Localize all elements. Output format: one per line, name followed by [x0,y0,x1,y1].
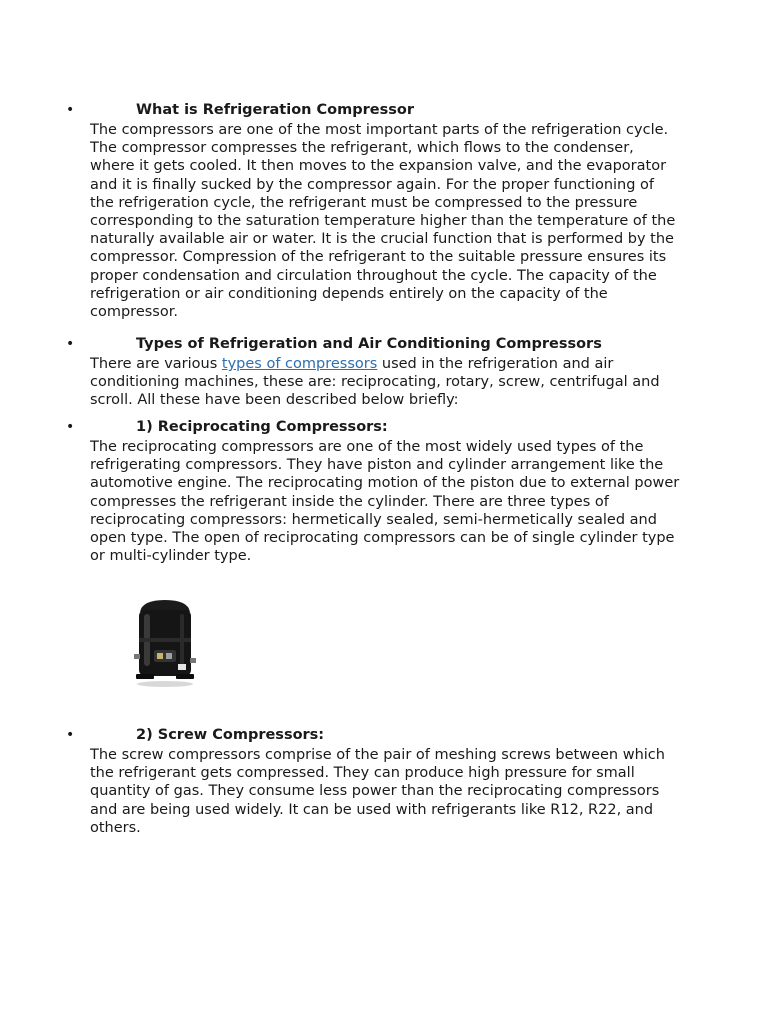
section-body-what-is: The compressors are one of the most important parts of the refrigeration cycle. The compressor compresses the refrigerant, which flows to the condenser, where it gets cooled. It then moves to the expansion valve, and the evaporator and it is finally sucked by the compressor again. For the proper functioning of the refrigeration cycle, the refrigerant must be compressed to the pressure corresponding to the saturation temperature higher than the temperature of the naturally available air or water. It is the crucial function that is performed by the compressor. Compression of the refrigerant to the suitable pressure ensures its proper condensation and circulation throughout the cycle. The capacity of the refrigeration or air conditioning depends entirely on the capacity of the compressor. [90,122,676,321]
section-heading-reciprocating: 1) Reciprocating Compressors: [136,419,388,435]
section-body-reciprocating: The reciprocating compressors are one of the most widely used types of the refrigerating compressors. They have piston and cylinder arrangement like the automotive engine. The reciprocating motion of the piston due to external power compresses the refrigerant inside the cylinder. There are three types of reciprocating compressors: hermetically sealed, semi-hermetically sealed and open type. The open of reciprocating compressors can be of single cylinder type or multi-cylinder type. [90,439,680,565]
bullet-marker: • [66,727,75,743]
types-body-after: used in the refrigeration and air conditioning machines, these are: reciprocating, rotary, screw, centrifugal and scroll. All these have been described below briefly: [90,356,660,409]
bullet-marker: • [66,102,75,118]
section-heading-types: Types of Refrigeration and Air Conditioning Compressors [136,336,602,352]
bullet-marker: • [66,336,75,352]
types-of-compressors-link[interactable]: types of compressors [221,356,378,372]
reciprocating-compressor-image [132,598,198,688]
section-body-types [90,355,680,410]
bullet-marker: • [66,419,75,435]
section-heading-screw: 2) Screw Compressors: [136,727,325,743]
section-body-screw: The screw compressors comprise of the pair of meshing screws between which the refrigerant gets compressed. They can produce high pressure for small quantity of gas. They consume less power than the reciprocating compressors and are being used widely. It can be used with refrigerants like R12, R22, and others. [90,747,665,836]
section-heading-what-is: What is Refrigeration Compressor [136,102,414,118]
types-body-before: There are various [90,356,222,372]
